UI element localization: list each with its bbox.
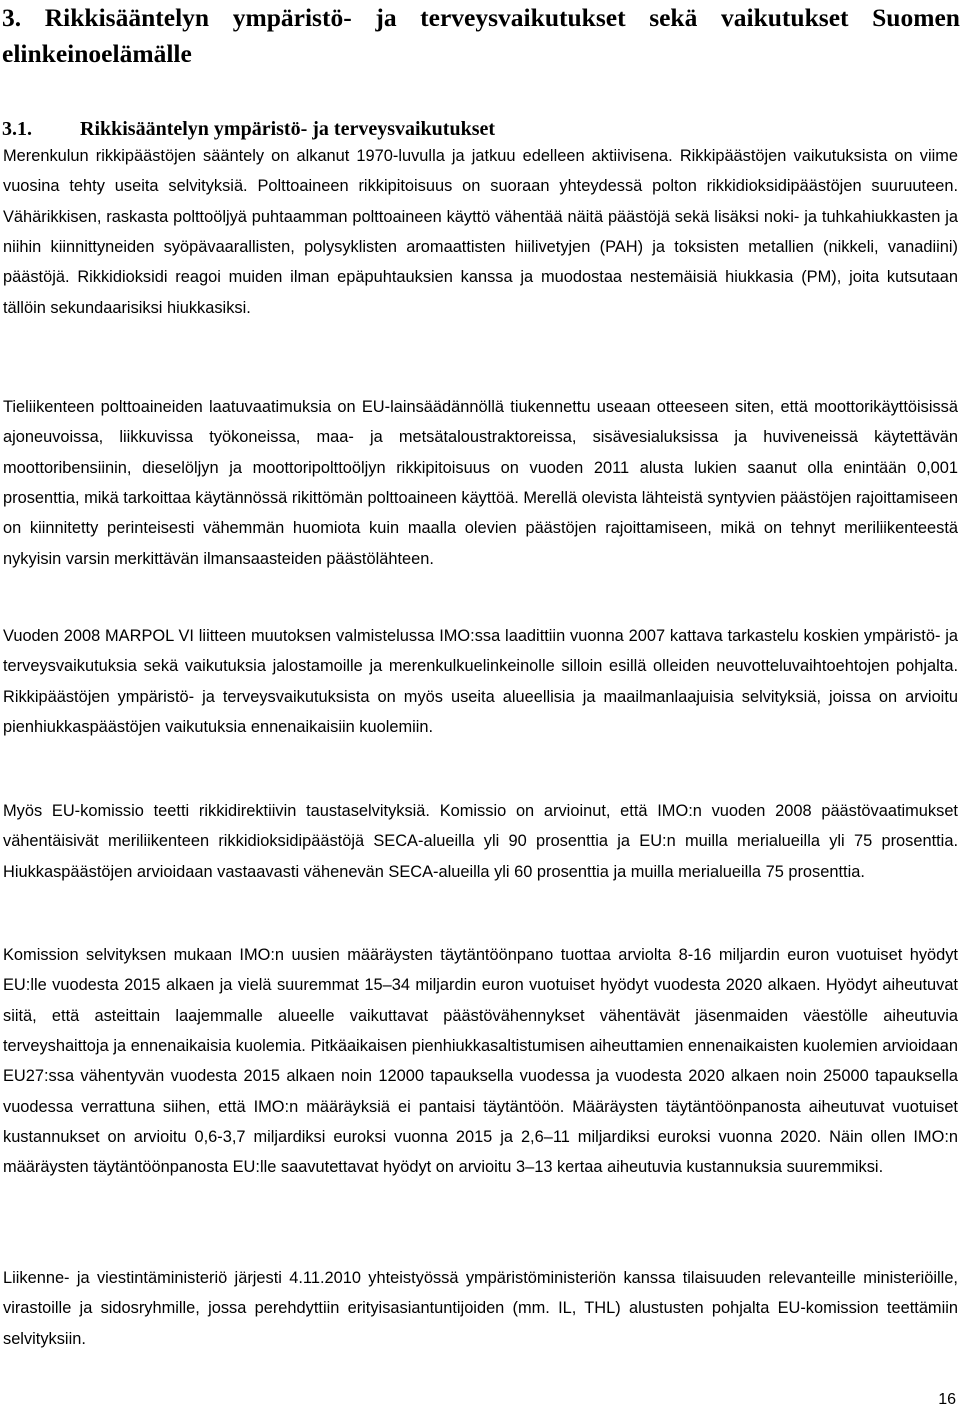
- body-paragraph: Merenkulun rikkipäästöjen sääntely on alkanut 1970-luvulla ja jatkuu edelleen aktiivisena. Rikkipäästöjen vaikutuksista on viime vuosina tehty useita selvityksiä. Polttoaineen rikkipitoisuus on suoraan yhteydessä polton rikkidioksidipäästöjen suuruuteen. Vähärikkisen, raskasta polttoöljyä puhtaamman polttoaineen käyttö vähentää näitä päästöjä sekä lisäksi noki- ja tuhkahiukkasten ja niihin kiinnittyneiden syöpävaarallisten, polysyklisten aromaattisten hiilivetyjen (PAH) ja toksisten metallien (nikkeli, vanadiini) päästöjä. Rikkidioksidi reagoi muiden ilman epäpuhtauksien kanssa ja muodostaa nestemäisiä hiukkasia (PM), joita kutsutaan tällöin sekundaarisiksi hiukkasiksi.: [3, 147, 958, 317]
- section-heading: [2, 114, 960, 144]
- body-paragraph: Vuoden 2008 MARPOL VI liitteen muutoksen valmistelussa IMO:ssa laadittiin vuonna 2007 kattava tarkastelu koskien ympäristö- ja terveysvaikutuksia sekä vaikutuksia jalostamoille ja merenkulkuelinkeinolle silloin esillä olleiden neuvotteluvaihtoehtojen pohjalta. Rikkipäästöjen ympäristö- ja terveysvaikutuksista on myös useita alueellisia ja maailmanlaajuisia selvityksiä, joissa on arvioitu pienhiukkaspäästöjen vaikutuksia ennenaikaisiin kuolemiin.: [3, 627, 958, 737]
- section-number: 3.1.: [2, 118, 32, 140]
- body-paragraph: Myös EU-komissio teetti rikkidirektiivin taustaselvityksiä. Komissio on arvioinut, että IMO:n vuoden 2008 päästövaatimukset vähentäisivät meriliikenteen rikkidioksidipäästöjä SECA-alueilla yli 90 prosenttia ja EU:n muilla merialueilla yli 75 prosenttia. Hiukkaspäästöjen arvioidaan vastaavasti vähenevän SECA-alueilla yli 60 prosenttia ja muilla merialueilla 75 prosenttia.: [3, 802, 958, 881]
- section-title: Rikkisääntelyn ympäristö- ja terveysvaikutukset: [80, 118, 496, 140]
- body-paragraph: Liikenne- ja viestintäministeriö järjesti 4.11.2010 yhteistyössä ympäristöministeriön kanssa tilaisuuden relevanteille ministeriöille, virastoille ja sidosryhmille, jossa perehdyttiin erityisasiantuntijoiden (mm. IL, THL) alustusten pohjalta EU-komission teettämiin selvityksiin.: [3, 1269, 958, 1348]
- chapter-title: 3. Rikkisääntelyn ympäristö- ja terveysvaikutukset sekä vaikutukset Suomen elinkeinoelämälle: [2, 3, 960, 68]
- body-paragraph: Komission selvityksen mukaan IMO:n uusien määräysten täytäntöönpano tuottaa arviolta 8-16 miljardin euron vuotuiset hyödyt EU:lle vuodesta 2015 alkaen ja vielä suuremmat 15–34 miljardin euron vuotuiset hyödyt vuodesta 2020 alkaen. Hyödyt aiheutuvat siitä, että asteittain laajemmalle alueelle vaikuttavat päästövähennykset vähentävät jäsenmaiden väestölle aiheutuvia terveyshaittoja ja ennenaikaisia kuolemia. Pitkäaikaisen pienhiukkasaltistumisen aiheuttamien ennenaikaisten kuolemien arvioidaan EU27:ssa vähentyvän vuodesta 2015 alkaen noin 12000 tapauksella vuodessa ja vuodesta 2020 alkaen noin 25000 tapauksella vuodessa verrattuna siihen, että IMO:n määräyksiä ei pantaisi täytäntöön. Määräysten täytäntöönpanosta aiheutuvat vuotuiset kustannukset on arvioitu 0,6-3,7 miljardiksi euroksi vuonna 2015 ja 2,6–11 miljardiksi euroksi vuonna 2020. Näin ollen IMO:n määräysten täytäntöönpanosta EU:lle saavutettavat hyödyt on arvioitu 3–13 kertaa aiheutuvia kustannuksia suuremmiksi.: [3, 946, 958, 1177]
- body-paragraph: Tieliikenteen polttoaineiden laatuvaatimuksia on EU-lainsäädännöllä tiukennettu useaan otteeseen siten, että moottorikäyttöisissä ajoneuvoissa, liikkuvissa työkoneissa, maa- ja metsätaloustraktoreissa, sisävesialuksissa ja huviveneissä käytettävän moottoribensiinin, dieselöljyn ja moottoripolttoöljyn rikkipitoisuus on vuoden 2011 alusta lukien saanut olla enintään 0,001 prosenttia, mikä tarkoittaa käytännössä rikittömän polttoaineen käyttöä. Merellä olevista lähteistä syntyvien päästöjen rajoittamiseen on kiinnitetty perinteisesti vähemmän huomiota kuin maalla olevien päästöjen rajoittamiseen, mikä on tehnyt meriliikenteestä nykyisin varsin merkittävän ilmansaasteiden päästölähteen.: [3, 398, 958, 568]
- page-number: 16: [938, 1391, 956, 1408]
